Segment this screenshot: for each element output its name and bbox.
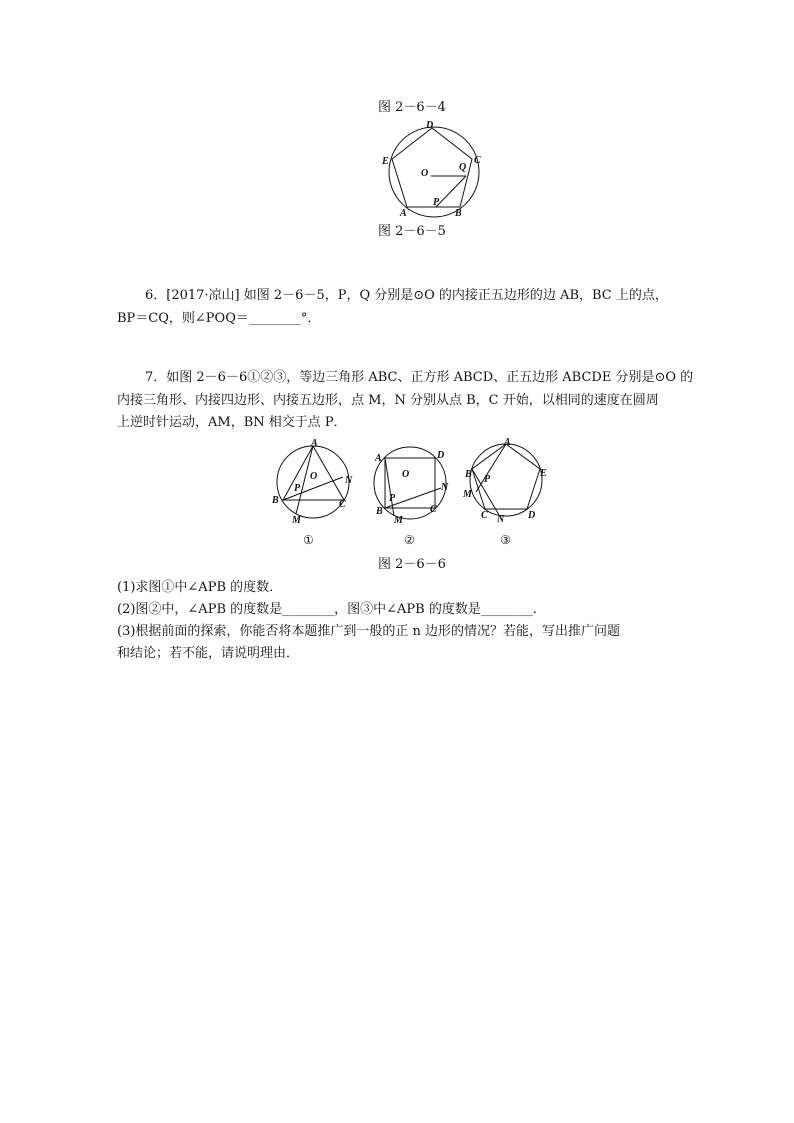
- label-D: D: [426, 120, 434, 131]
- label-D: D: [437, 450, 445, 461]
- figure-number-3: ③: [500, 533, 511, 547]
- problem-7-question-2: (2)图②中，∠APB 的度数是________，图③中∠APB 的度数是________．: [117, 602, 546, 617]
- problem-7-question-1: (1)求图①中∠APB 的度数．: [117, 580, 283, 595]
- label-A: A: [504, 437, 511, 448]
- problem-7-line-1: 7．如图 2－6－6①②③，等边三角形 ABC、正方形 ABCD、正五边形 ABCDE 分别是⊙O 的: [145, 370, 694, 385]
- label-M: M: [292, 515, 301, 526]
- problem-7-line-2: 内接三角形、内接四边形、内接五边形，点 M，N 分别从点 B，C 开始，以相同的速度在圆周: [117, 393, 659, 408]
- figure-caption-2-6-4: 图 2－6－4: [378, 100, 446, 115]
- problem-7-question-3-line-2: 和结论；若不能，请说明理由．: [117, 646, 300, 661]
- label-C: C: [430, 504, 437, 515]
- label-N: N: [345, 475, 353, 486]
- label-B: B: [455, 208, 462, 219]
- label-A: A: [375, 453, 382, 464]
- label-M: M: [394, 515, 403, 526]
- figure-number-2: ②: [404, 533, 415, 547]
- problem-6-line-1: 6．[2017·凉山] 如图 2－6－5，P，Q 分别是⊙O 的内接正五边形的边 AB，BC 上的点，: [145, 288, 668, 303]
- label-O: O: [421, 168, 429, 179]
- label-C: C: [481, 510, 488, 521]
- figure-number-1: ①: [303, 533, 314, 547]
- label-Q: Q: [459, 162, 467, 173]
- label-B: B: [376, 506, 383, 517]
- label-P: P: [433, 197, 440, 208]
- label-M: M: [463, 489, 472, 500]
- label-A: A: [311, 438, 318, 449]
- label-O: O: [310, 471, 318, 482]
- problem-7-question-3-line-1: (3)根据前面的探索，你能否将本题推广到一般的正 n 边形的情况？若能，写出推广问题: [117, 624, 621, 639]
- label-N: N: [441, 482, 449, 493]
- label-E: E: [382, 156, 389, 167]
- label-C: C: [474, 155, 481, 166]
- label-B: B: [465, 469, 472, 480]
- label-A: A: [400, 208, 407, 219]
- label-D: D: [528, 510, 536, 521]
- figure-caption-2-6-5: 图 2－6－5: [378, 224, 446, 239]
- label-B: B: [272, 495, 279, 506]
- problem-7-line-3: 上逆时针运动，AM，BN 相交于点 P．: [117, 415, 347, 430]
- label-N: N: [497, 514, 505, 525]
- label-E: E: [540, 468, 547, 479]
- label-P: P: [294, 483, 301, 494]
- label-P: P: [389, 493, 396, 504]
- label-C: C: [339, 499, 346, 510]
- figure-caption-2-6-6: 图 2－6－6: [378, 557, 446, 572]
- problem-6-line-2: BP＝CQ，则∠POQ＝________°．: [117, 311, 321, 326]
- label-O: O: [402, 469, 410, 480]
- label-P: P: [484, 474, 491, 485]
